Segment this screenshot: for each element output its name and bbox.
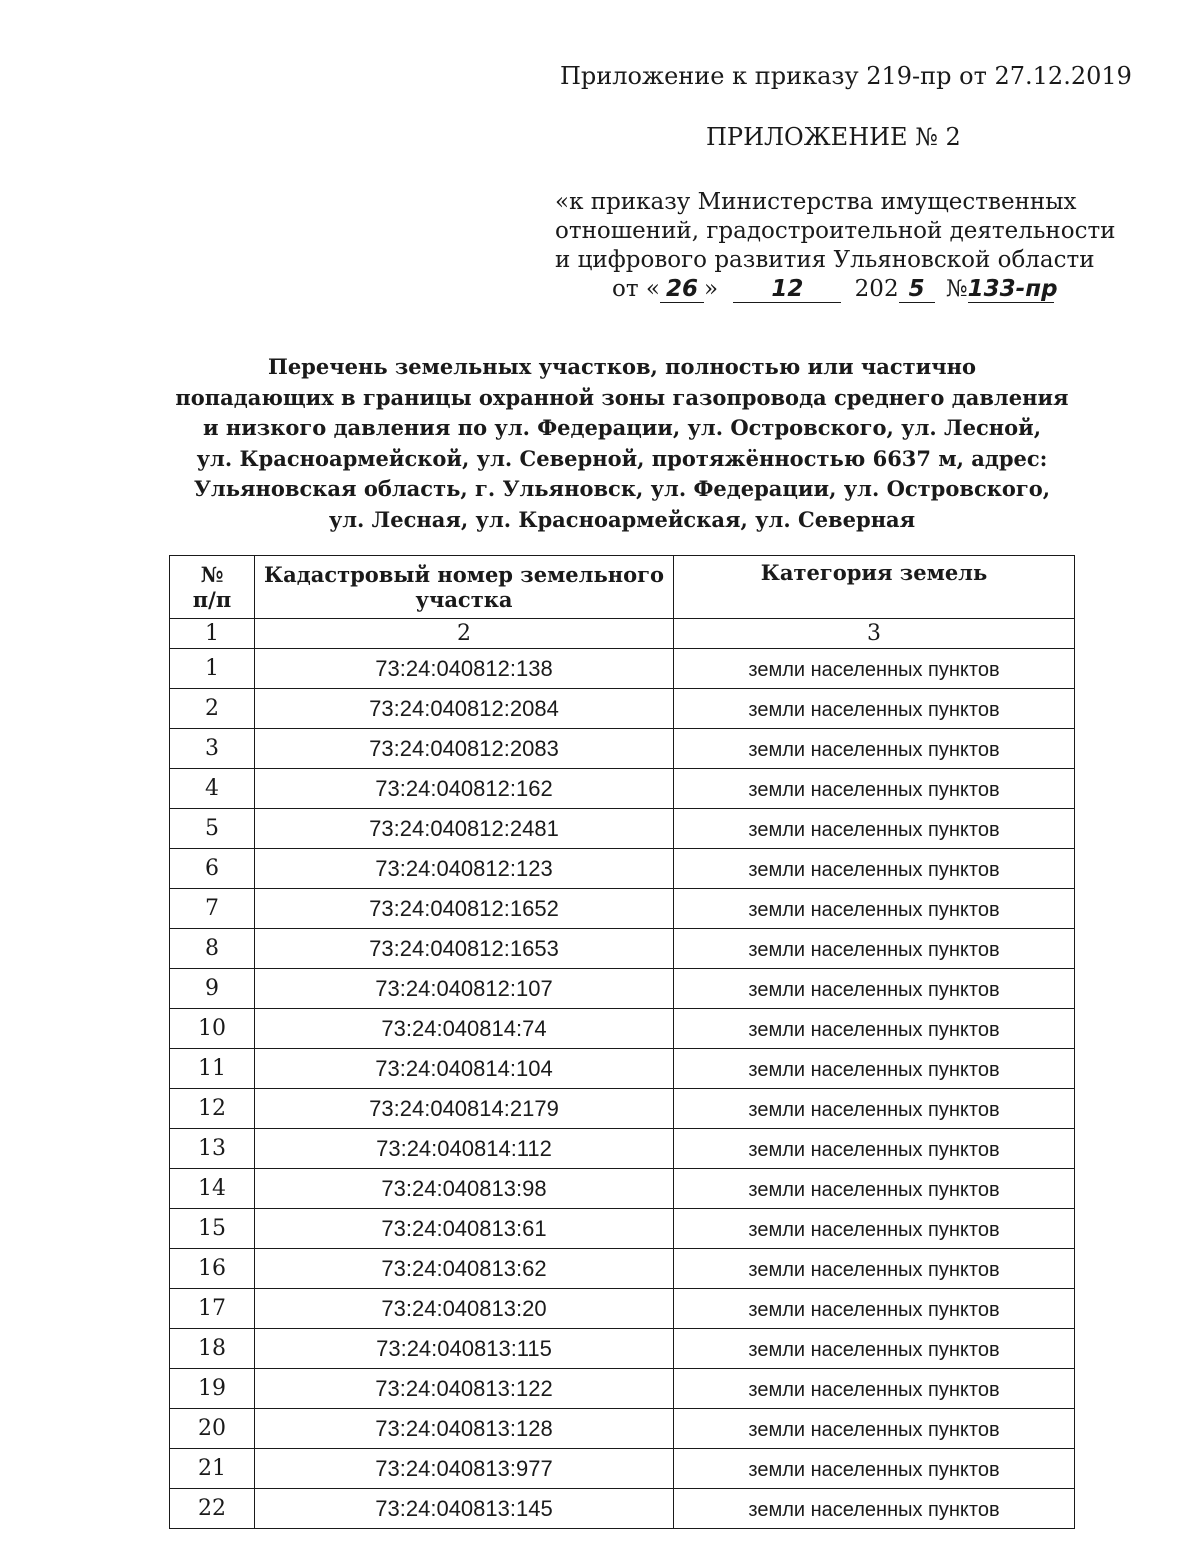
row-number: 14 xyxy=(170,1169,255,1209)
cadastral-number: 73:24:040814:2179 xyxy=(255,1089,674,1129)
order-date-prefix: от « xyxy=(612,276,660,302)
title-line: ул. Лесная, ул. Красноармейская, ул. Северная xyxy=(328,506,916,532)
row-number: 8 xyxy=(170,929,255,969)
order-number-handwritten: 133-пр xyxy=(967,276,1058,302)
title-line: ул. Красноармейской, ул. Северной, протяжённостью 6637 м, адрес: xyxy=(196,445,1048,471)
land-category: земли населенных пунктов xyxy=(674,1369,1075,1409)
table-row xyxy=(170,809,1075,849)
column-number: 1 xyxy=(170,619,255,649)
row-number: 7 xyxy=(170,889,255,929)
land-category: земли населенных пунктов xyxy=(674,1169,1075,1209)
column-number: 2 xyxy=(255,619,674,649)
land-category: земли населенных пунктов xyxy=(674,1129,1075,1169)
column-header-cadastral-line: участка xyxy=(415,587,513,612)
title-line: Ульяновская область, г. Ульяновск, ул. Федерации, ул. Островского, xyxy=(193,476,1051,501)
table-row xyxy=(170,1289,1075,1329)
table-header-row xyxy=(170,556,1075,619)
title-line: и низкого давления по ул. Федерации, ул. Островского, ул. Лесной, xyxy=(202,415,1042,440)
order-date xyxy=(612,276,1058,303)
table-row xyxy=(170,1329,1075,1369)
title-line: попадающих в границы охранной зоны газопровода среднего давления xyxy=(175,384,1069,410)
table-row xyxy=(170,849,1075,889)
land-category: земли населенных пунктов xyxy=(674,1329,1075,1369)
column-header-cadastral-line: Кадастровый номер земельного xyxy=(264,562,664,587)
land-category: земли населенных пунктов xyxy=(674,809,1075,849)
row-number: 18 xyxy=(170,1329,255,1369)
cadastral-number: 73:24:040814:104 xyxy=(255,1049,674,1089)
land-category: земли населенных пунктов xyxy=(674,649,1075,689)
cadastral-number: 73:24:040812:138 xyxy=(255,649,674,689)
land-category: земли населенных пунктов xyxy=(674,1009,1075,1049)
cadastral-number: 73:24:040813:122 xyxy=(255,1369,674,1409)
order-month-handwritten: 12 xyxy=(733,276,841,303)
land-category: земли населенных пунктов xyxy=(674,1409,1075,1449)
table-row xyxy=(170,1169,1075,1209)
land-category: земли населенных пунктов xyxy=(674,769,1075,809)
land-category: земли населенных пунктов xyxy=(674,1289,1075,1329)
cadastral-number: 73:24:040813:145 xyxy=(255,1489,674,1529)
column-header-cadastral xyxy=(255,556,674,619)
land-category: земли населенных пунктов xyxy=(674,689,1075,729)
land-category: земли населенных пунктов xyxy=(674,1489,1075,1529)
table-row xyxy=(170,769,1075,809)
row-number: 15 xyxy=(170,1209,255,1249)
land-category: земли населенных пунктов xyxy=(674,1209,1075,1249)
row-number: 12 xyxy=(170,1089,255,1129)
cadastral-number: 73:24:040812:123 xyxy=(255,849,674,889)
row-number: 9 xyxy=(170,969,255,1009)
row-number: 5 xyxy=(170,809,255,849)
order-year-digit-handwritten: 5 xyxy=(899,276,935,303)
land-category: земли населенных пунктов xyxy=(674,889,1075,929)
cadastral-number: 73:24:040813:977 xyxy=(255,1449,674,1489)
table-row xyxy=(170,1449,1075,1489)
table-row xyxy=(170,969,1075,1009)
land-category: земли населенных пунктов xyxy=(674,969,1075,1009)
cadastral-number: 73:24:040812:107 xyxy=(255,969,674,1009)
row-number: 1 xyxy=(170,649,255,689)
column-number: 3 xyxy=(674,619,1075,649)
document-title xyxy=(170,352,1074,535)
table-row xyxy=(170,1409,1075,1449)
cadastral-number: 73:24:040812:162 xyxy=(255,769,674,809)
land-plots-table xyxy=(169,555,1075,1529)
order-reference xyxy=(555,188,1116,275)
cadastral-number: 73:24:040812:2083 xyxy=(255,729,674,769)
column-header-number xyxy=(170,556,255,619)
row-number: 17 xyxy=(170,1289,255,1329)
order-reference-line: «к приказу Министерства имущественных xyxy=(555,189,1077,215)
table-row xyxy=(170,1209,1075,1249)
row-number: 10 xyxy=(170,1009,255,1049)
order-reference-line: и цифрового развития Ульяновской области xyxy=(555,247,1095,273)
land-category: земли населенных пунктов xyxy=(674,1449,1075,1489)
row-number: 16 xyxy=(170,1249,255,1289)
order-number-label: № xyxy=(945,276,968,302)
row-number: 21 xyxy=(170,1449,255,1489)
row-number: 19 xyxy=(170,1369,255,1409)
land-category: земли населенных пунктов xyxy=(674,929,1075,969)
table-row xyxy=(170,1369,1075,1409)
column-number-row xyxy=(170,619,1075,649)
table-row xyxy=(170,649,1075,689)
table-row xyxy=(170,1089,1075,1129)
title-line: Перечень земельных участков, полностью или частично xyxy=(267,354,976,379)
order-day-handwritten: 26 xyxy=(660,276,704,303)
row-number: 6 xyxy=(170,849,255,889)
table-row xyxy=(170,889,1075,929)
cadastral-number: 73:24:040812:2084 xyxy=(255,689,674,729)
appendix-title: ПРИЛОЖЕНИЕ № 2 xyxy=(706,123,961,151)
cadastral-number: 73:24:040813:20 xyxy=(255,1289,674,1329)
table-row xyxy=(170,729,1075,769)
cadastral-number: 73:24:040813:115 xyxy=(255,1329,674,1369)
top-note: Приложение к приказу 219-пр от 27.12.2019 xyxy=(560,62,1132,90)
table-row xyxy=(170,1009,1075,1049)
row-number: 20 xyxy=(170,1409,255,1449)
row-number: 22 xyxy=(170,1489,255,1529)
land-category: земли населенных пунктов xyxy=(674,849,1075,889)
cadastral-number: 73:24:040812:1653 xyxy=(255,929,674,969)
table-row xyxy=(170,929,1075,969)
land-category: земли населенных пунктов xyxy=(674,729,1075,769)
table-row xyxy=(170,689,1075,729)
table-row xyxy=(170,1049,1075,1089)
land-category: земли населенных пунктов xyxy=(674,1249,1075,1289)
row-number: 11 xyxy=(170,1049,255,1089)
land-category: земли населенных пунктов xyxy=(674,1089,1075,1129)
table-row xyxy=(170,1129,1075,1169)
column-header-number-line: п/п xyxy=(192,587,232,612)
cadastral-number: 73:24:040813:62 xyxy=(255,1249,674,1289)
cadastral-number: 73:24:040813:128 xyxy=(255,1409,674,1449)
table-body xyxy=(170,649,1075,1529)
land-category: земли населенных пунктов xyxy=(674,1049,1075,1089)
row-number: 2 xyxy=(170,689,255,729)
row-number: 4 xyxy=(170,769,255,809)
table-row xyxy=(170,1249,1075,1289)
cadastral-number: 73:24:040812:1652 xyxy=(255,889,674,929)
cadastral-number: 73:24:040812:2481 xyxy=(255,809,674,849)
cadastral-number: 73:24:040813:61 xyxy=(255,1209,674,1249)
order-date-quote: » xyxy=(703,276,719,302)
table-row xyxy=(170,1489,1075,1529)
row-number: 13 xyxy=(170,1129,255,1169)
cadastral-number: 73:24:040814:112 xyxy=(255,1129,674,1169)
row-number: 3 xyxy=(170,729,255,769)
order-year-prefix: 202 xyxy=(854,276,899,302)
order-reference-line: отношений, градостроительной деятельности xyxy=(555,218,1116,244)
cadastral-number: 73:24:040813:98 xyxy=(255,1169,674,1209)
column-header-number-line: № xyxy=(200,562,224,587)
column-header-category: Категория земель xyxy=(674,556,1075,619)
cadastral-number: 73:24:040814:74 xyxy=(255,1009,674,1049)
